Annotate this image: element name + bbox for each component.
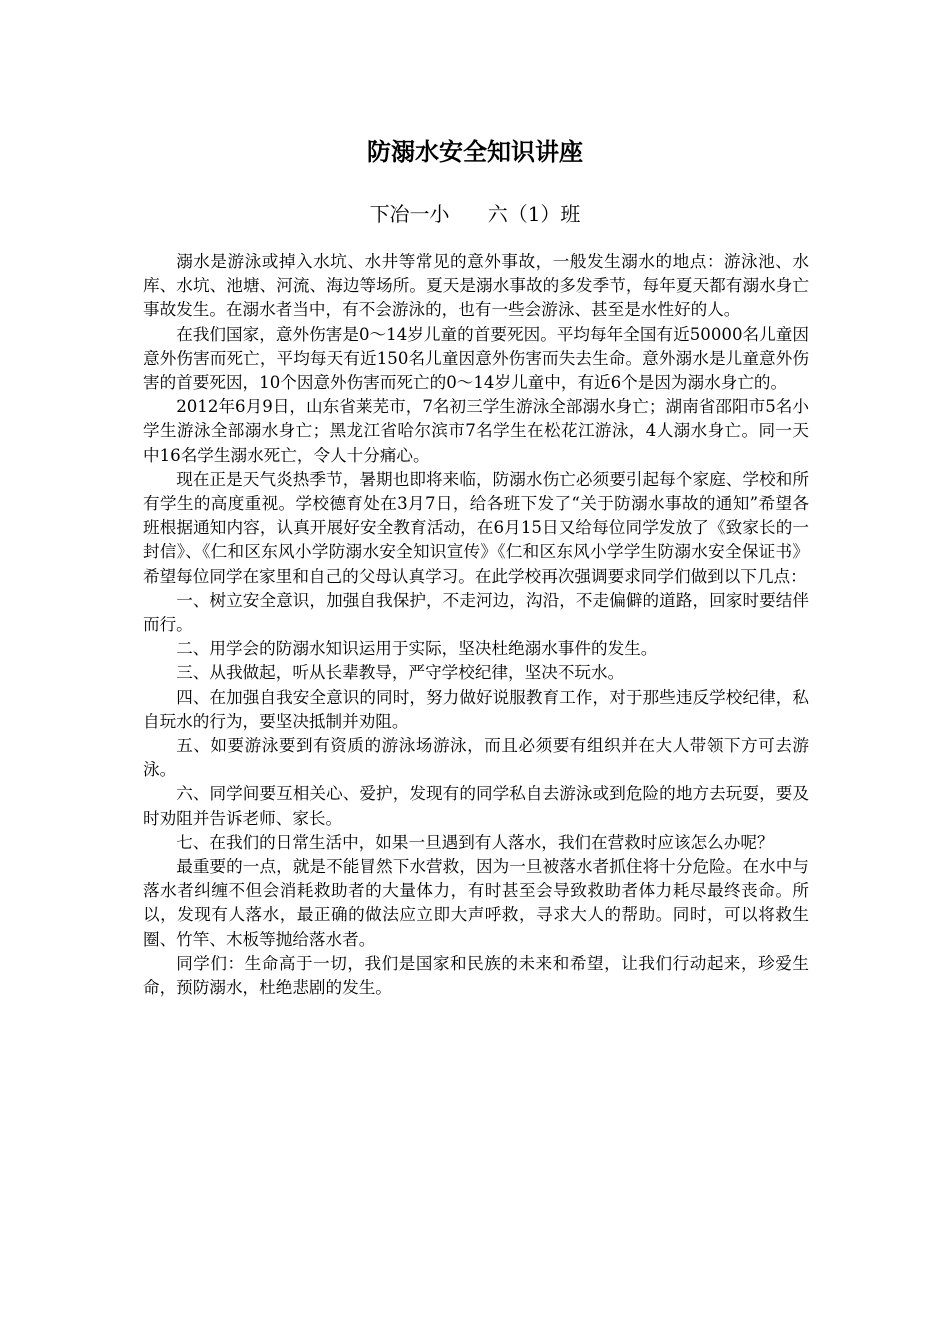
paragraph-rescue-advice: 最重要的一点，就是不能冒然下水营救，因为一旦被落水者抓住将十分危险。在水中与落水者纠缠不但会消耗救助者的大量体力，有时甚至会导致救助者体力耗尽最终丧命。所以，发现有人落水，最正确的做法应立即大声呼救，寻求大人的帮助。同时，可以将救生圈、竹竿、木板等抛给落水者。 [143, 857, 809, 949]
paragraph-incident: 2012年6月9日，山东省莱芜市，7名初三学生游泳全部溺水身亡；湖南省邵阳市5名小学生游泳全部溺水身亡；黑龙江省哈尔滨市7名学生在松花江游泳，4人溺水身亡。同一天中16名学生溺水死亡，令人十分痛心。 [143, 397, 809, 465]
document-title: 防溺水安全知识讲座 [367, 138, 583, 166]
paragraph-rule-3: 三、从我做起，听从长辈教导，严守学校纪律，坚决不玩水。 [176, 663, 625, 683]
paragraph-rule-1: 一、树立安全意识，加强自我保护，不走河边，沟沿，不走偏僻的道路，回家时要结伴而行。 [143, 590, 809, 635]
paragraph-rule-4: 四、在加强自我安全意识的同时，努力做好说服教育工作，对于那些违反学校纪律，私自玩水的行为，要坚决抵制并劝阻。 [143, 687, 809, 731]
document-body [143, 250, 809, 1000]
paragraph-rule-2: 二、用学会的防溺水知识运用于实际，坚决杜绝溺水事件的发生。 [176, 639, 658, 659]
paragraph-rule-6: 六、同学间要互相关心、爱护，发现有的同学私自去游泳或到危险的地方去玩耍，要及时劝阻并告诉老师、家长。 [143, 784, 809, 828]
paragraph-intro: 溺水是游泳或掉入水坑、水井等常见的意外事故，一般发生溺水的地点：游泳池、水库、水坑、池塘、河流、海边等场所。夏天是溺水事故的多发季节，每年夏天都有溺水身亡事故发生。在溺水者当中，有不会游泳的，也有一些会游泳、甚至是水性好的人。 [143, 252, 809, 320]
paragraph-rule-7: 七、在我们的日常生活中，如果一旦遇到有人落水，我们在营救时应该怎么办呢？ [176, 832, 774, 852]
paragraph-school-notice: 现在正是天气炎热季节，暑期也即将来临，防溺水伤亡必须要引起每个家庭、学校和所有学生的高度重视。学校德育处在3月7日，给各班下发了“关于防溺水事故的通知”希望各班根据通知内容，认真开展好安全教育活动，在6月15日又给每位同学发放了《致家长的一封信》、《仁和区东风小学防溺水安全知识宣传》《仁和区东风小学学生防溺水安全保证书》希望每位同学在家里和自己的父母认真学习。在此学校再次强调要求同学们做到以下几点： [143, 469, 809, 586]
paragraph-rule-5: 五、如要游泳要到有资质的游泳场游泳，而且必须要有组织并在大人带领下方可去游泳。 [143, 736, 809, 780]
document-byline: 下冶一小 六（1）班 [369, 202, 581, 226]
paragraph-statistics: 在我们国家，意外伤害是0～14岁儿童的首要死因。平均每年全国有近50000名儿童因意外伤害而死亡，平均每天有近150名儿童因意外伤害而失去生命。意外溺水是儿童意外伤害的首要死因，10个因意外伤害而死亡的0～14岁儿童中，有近6个是因为溺水身亡的。 [143, 324, 809, 393]
paragraph-conclusion: 同学们：生命高于一切，我们是国家和民族的未来和希望，让我们行动起来，珍爱生命，预防溺水，杜绝悲剧的发生。 [143, 953, 809, 998]
